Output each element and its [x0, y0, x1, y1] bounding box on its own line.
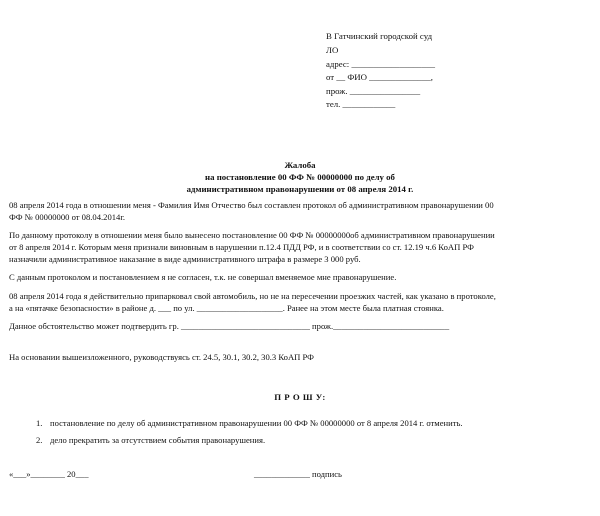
paragraph-1-line-2: ФФ № 00000000 от 08.04.2014г. — [9, 212, 126, 222]
request-item-number: 2. — [36, 435, 43, 445]
paragraph-3: С данным протоколом и постановлением я не согласен, т.к. не совершал вменяемое мне правонарушение. — [9, 272, 397, 282]
header-from: от __ ФИО ______________, — [326, 72, 433, 82]
paragraph-2-line-2: от 8 апреля 2014 г. Которым меня признали виновным в нарушении п.12.4 ПДД РФ, и в соответствии со ст. 12.19 ч.6 КоАП РФ — [9, 242, 474, 252]
header-phone: тел. ____________ — [326, 99, 396, 109]
title-line-3: административном правонарушении от 08 апреля 2014 г. — [186, 184, 414, 194]
request-heading: П Р О Ш У: — [274, 392, 326, 402]
paragraph-6: На основании вышеизложенного, руководствуясь ст. 24.5, 30.1, 30.2, 30.3 КоАП РФ — [9, 352, 314, 362]
paragraph-4-line-1: 08 апреля 2014 года я действительно припарковал свой автомобиль, но не на пересечении проезжих частей, как указано в протоколе, — [9, 291, 496, 301]
paragraph-4-line-2: а на «пятачке безопасности» в районе д. ___ по ул. ____________________. Ранее на этом месте была платная стоянка. — [9, 303, 444, 313]
paragraph-2-line-1: По данному протоколу в отношении меня было вынесено постановление 00 ФФ № 00000000об административном правонарушении — [9, 230, 495, 240]
header-residence: прож. ________________ — [326, 86, 421, 96]
request-item-text: постановление по делу об административном правонарушении 00 ФФ № 00000000 от 8 апреля 2014 г. отменить. — [50, 418, 463, 428]
date-line: «___»________ 20___ — [9, 469, 89, 479]
title-line-2: на постановление 00 ФФ № 00000000 по делу об — [205, 172, 395, 182]
paragraph-2-line-3: назначили административное наказание в виде административного штрафа в размере 3 000 руб. — [9, 254, 361, 264]
header-region: ЛО — [326, 45, 339, 55]
header-address: адрес: ___________________ — [326, 59, 436, 69]
paragraph-5: Данное обстоятельство может подтвердить гр. ______________________________ прож.___________________________ — [9, 321, 450, 331]
request-item-text: дело прекратить за отсутствием события правонарушения. — [50, 435, 266, 445]
title-line-1: Жалоба — [284, 160, 316, 170]
signature-line: _____________ подпись — [254, 469, 342, 479]
paragraph-1-line-1: 08 апреля 2014 года в отношении меня - Фамилия Имя Отчество был составлен протокол об административном правонарушении 00 — [9, 200, 494, 210]
request-item-number: 1. — [36, 418, 43, 428]
header-court: В Гатчинский городской суд — [326, 31, 433, 41]
